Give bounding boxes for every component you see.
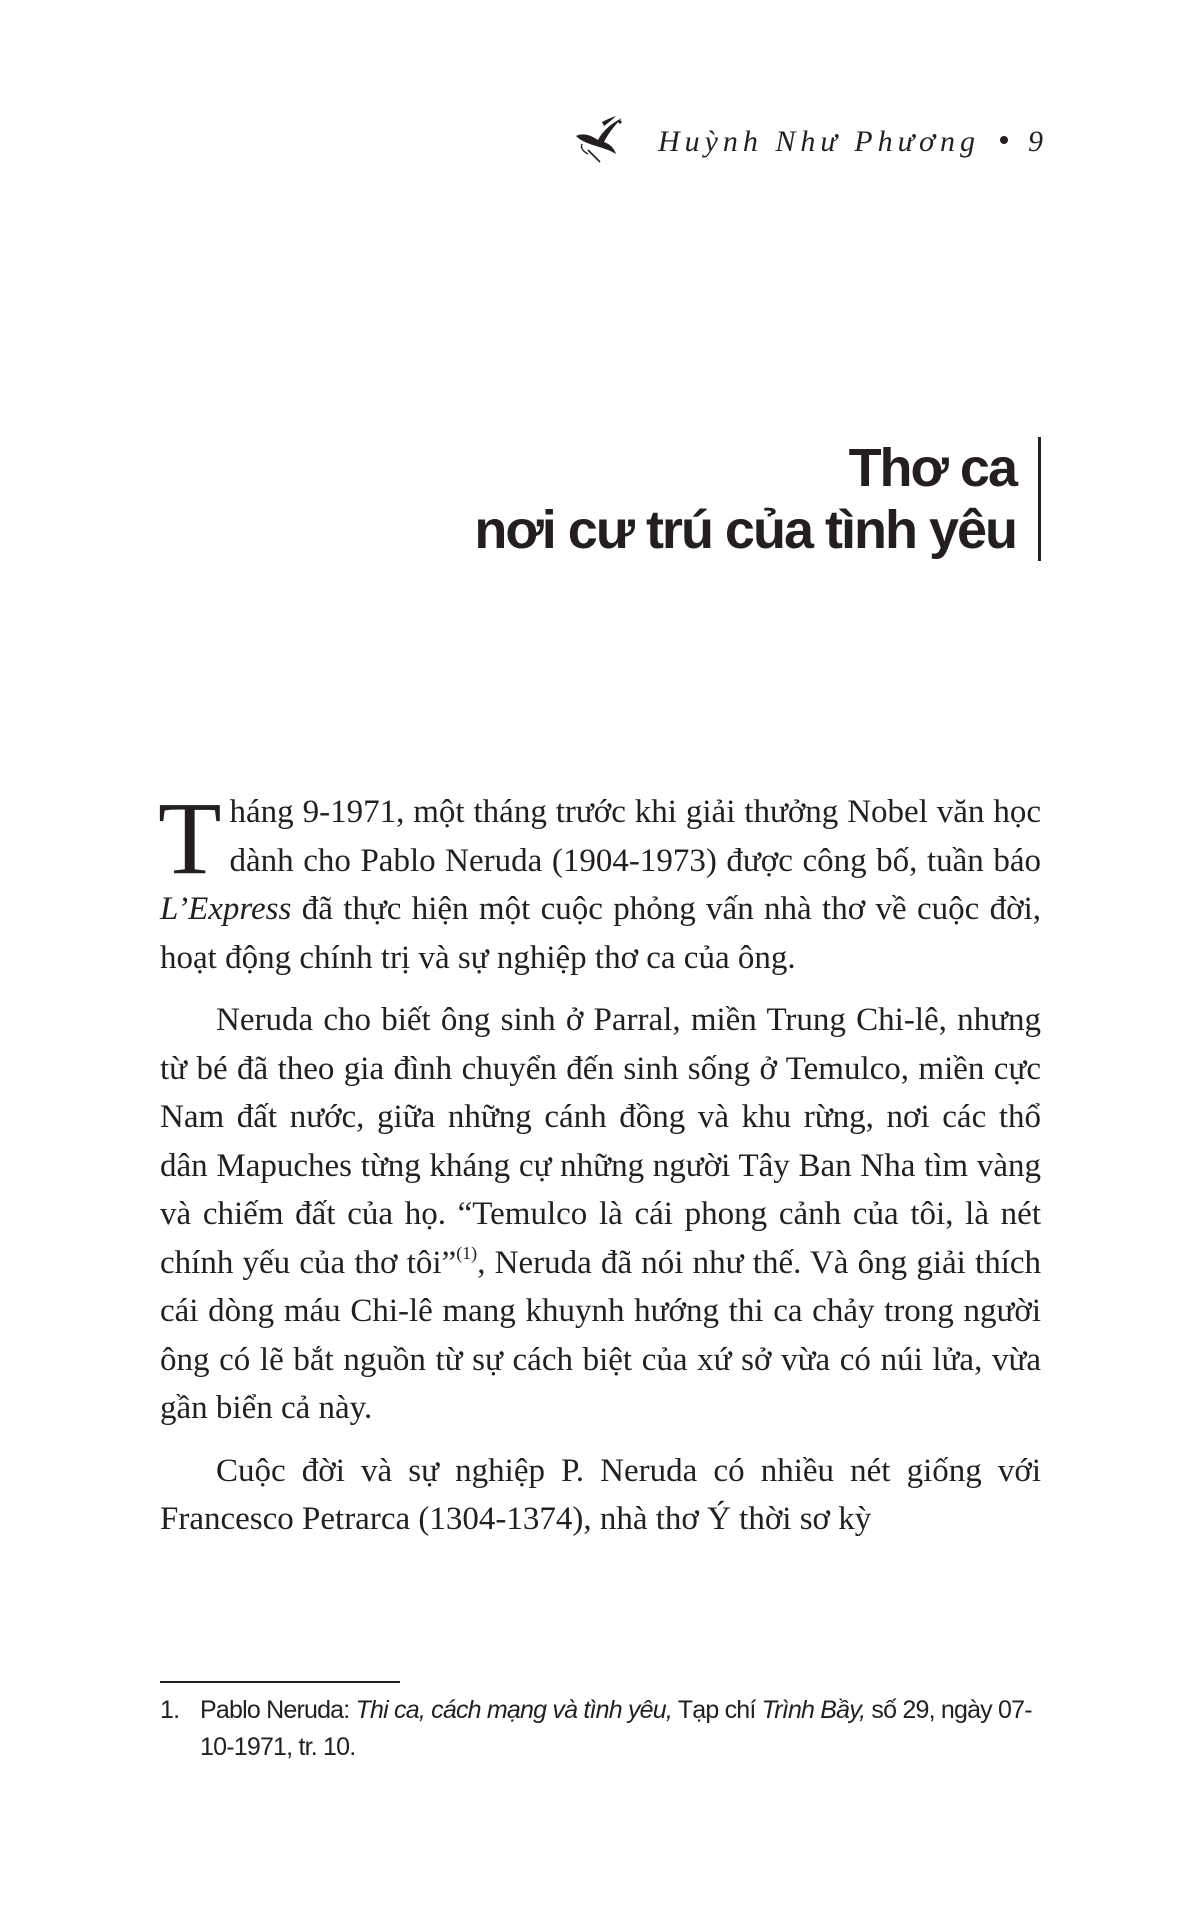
footnote-work-title: Thi ca, cách mạng và tình yêu, <box>355 1696 673 1724</box>
bullet-separator <box>1000 136 1008 144</box>
footnote <box>160 1692 1041 1766</box>
paragraph-3-text: Cuộc đời và sự nghiệp P. Neruda có nhiều nét giống với Francesco Petrarca (1304-1374), nhà thơ Ý thời sơ kỳ <box>160 1452 1041 1537</box>
footnote-reference[interactable]: (1) <box>456 1242 478 1263</box>
footnote-body <box>200 1692 1041 1766</box>
running-header <box>572 112 1043 172</box>
paragraph-2 <box>160 996 1041 1433</box>
paragraph-2-text-a: Neruda cho biết ông sinh ở Parral, miền Trung Chi-lê, nhưng từ bé đã theo gia đình chuyển đến sinh sống ở Temulco, miền cực Nam đất nước, giữa những cánh đồng và khu rừng, nơi các thổ dân Mapuches từng kháng cự những người Tây Ban Nha tìm vàng và chiếm đất của họ. “Temulco là cái phong cảnh của tôi, là nét chính yếu của thơ tôi” <box>160 1002 1041 1281</box>
body-text <box>158 781 1042 1558</box>
footnote-text-b: Tạp chí <box>672 1696 762 1724</box>
footnote-text-a: Pablo Neruda: <box>200 1696 356 1724</box>
footnote-journal-title: Trình Bầy, <box>761 1696 866 1724</box>
running-head-author: Huỳnh Như Phương <box>657 125 980 158</box>
footnote-number: 1. <box>160 1696 180 1724</box>
paragraph-3 <box>160 1447 1041 1544</box>
magazine-name: L’Express <box>160 891 292 927</box>
chapter-title <box>474 437 1041 561</box>
footnote-divider <box>160 1681 400 1683</box>
page-number: 9 <box>1028 125 1043 158</box>
chapter-title-line-2: nơi cư trú của tình yêu <box>474 500 1016 560</box>
chapter-title-line-1: Thơ ca <box>848 438 1016 498</box>
footnote-text-c: số 29, ngày 07-10-1971, tr. 10. <box>200 1696 1032 1761</box>
paragraph-1-text-b: đã thực hiện một cuộc phỏng vấn nhà thơ về cuộc đời, hoạt động chính trị và sự nghiệp thơ ca của ông. <box>160 891 1041 976</box>
paragraph-2-text-b: , Neruda đã nói như thế. Và ông giải thích cái dòng máu Chi-lê mang khuynh hướng thi ca chảy trong người ông có lẽ bắt nguồn từ sự cách biệt của xứ sở vừa có núi lửa, vừa gần biển cả này. <box>160 1244 1042 1426</box>
bird-icon <box>572 114 628 166</box>
paragraph-1-text-a: háng 9-1971, một tháng trước khi giải thưởng Nobel văn học dành cho Pablo Neruda (1904-1973) được công bố, tuần báo <box>229 794 1041 879</box>
drop-cap: T <box>158 781 222 896</box>
paragraph-1 <box>158 781 1041 982</box>
